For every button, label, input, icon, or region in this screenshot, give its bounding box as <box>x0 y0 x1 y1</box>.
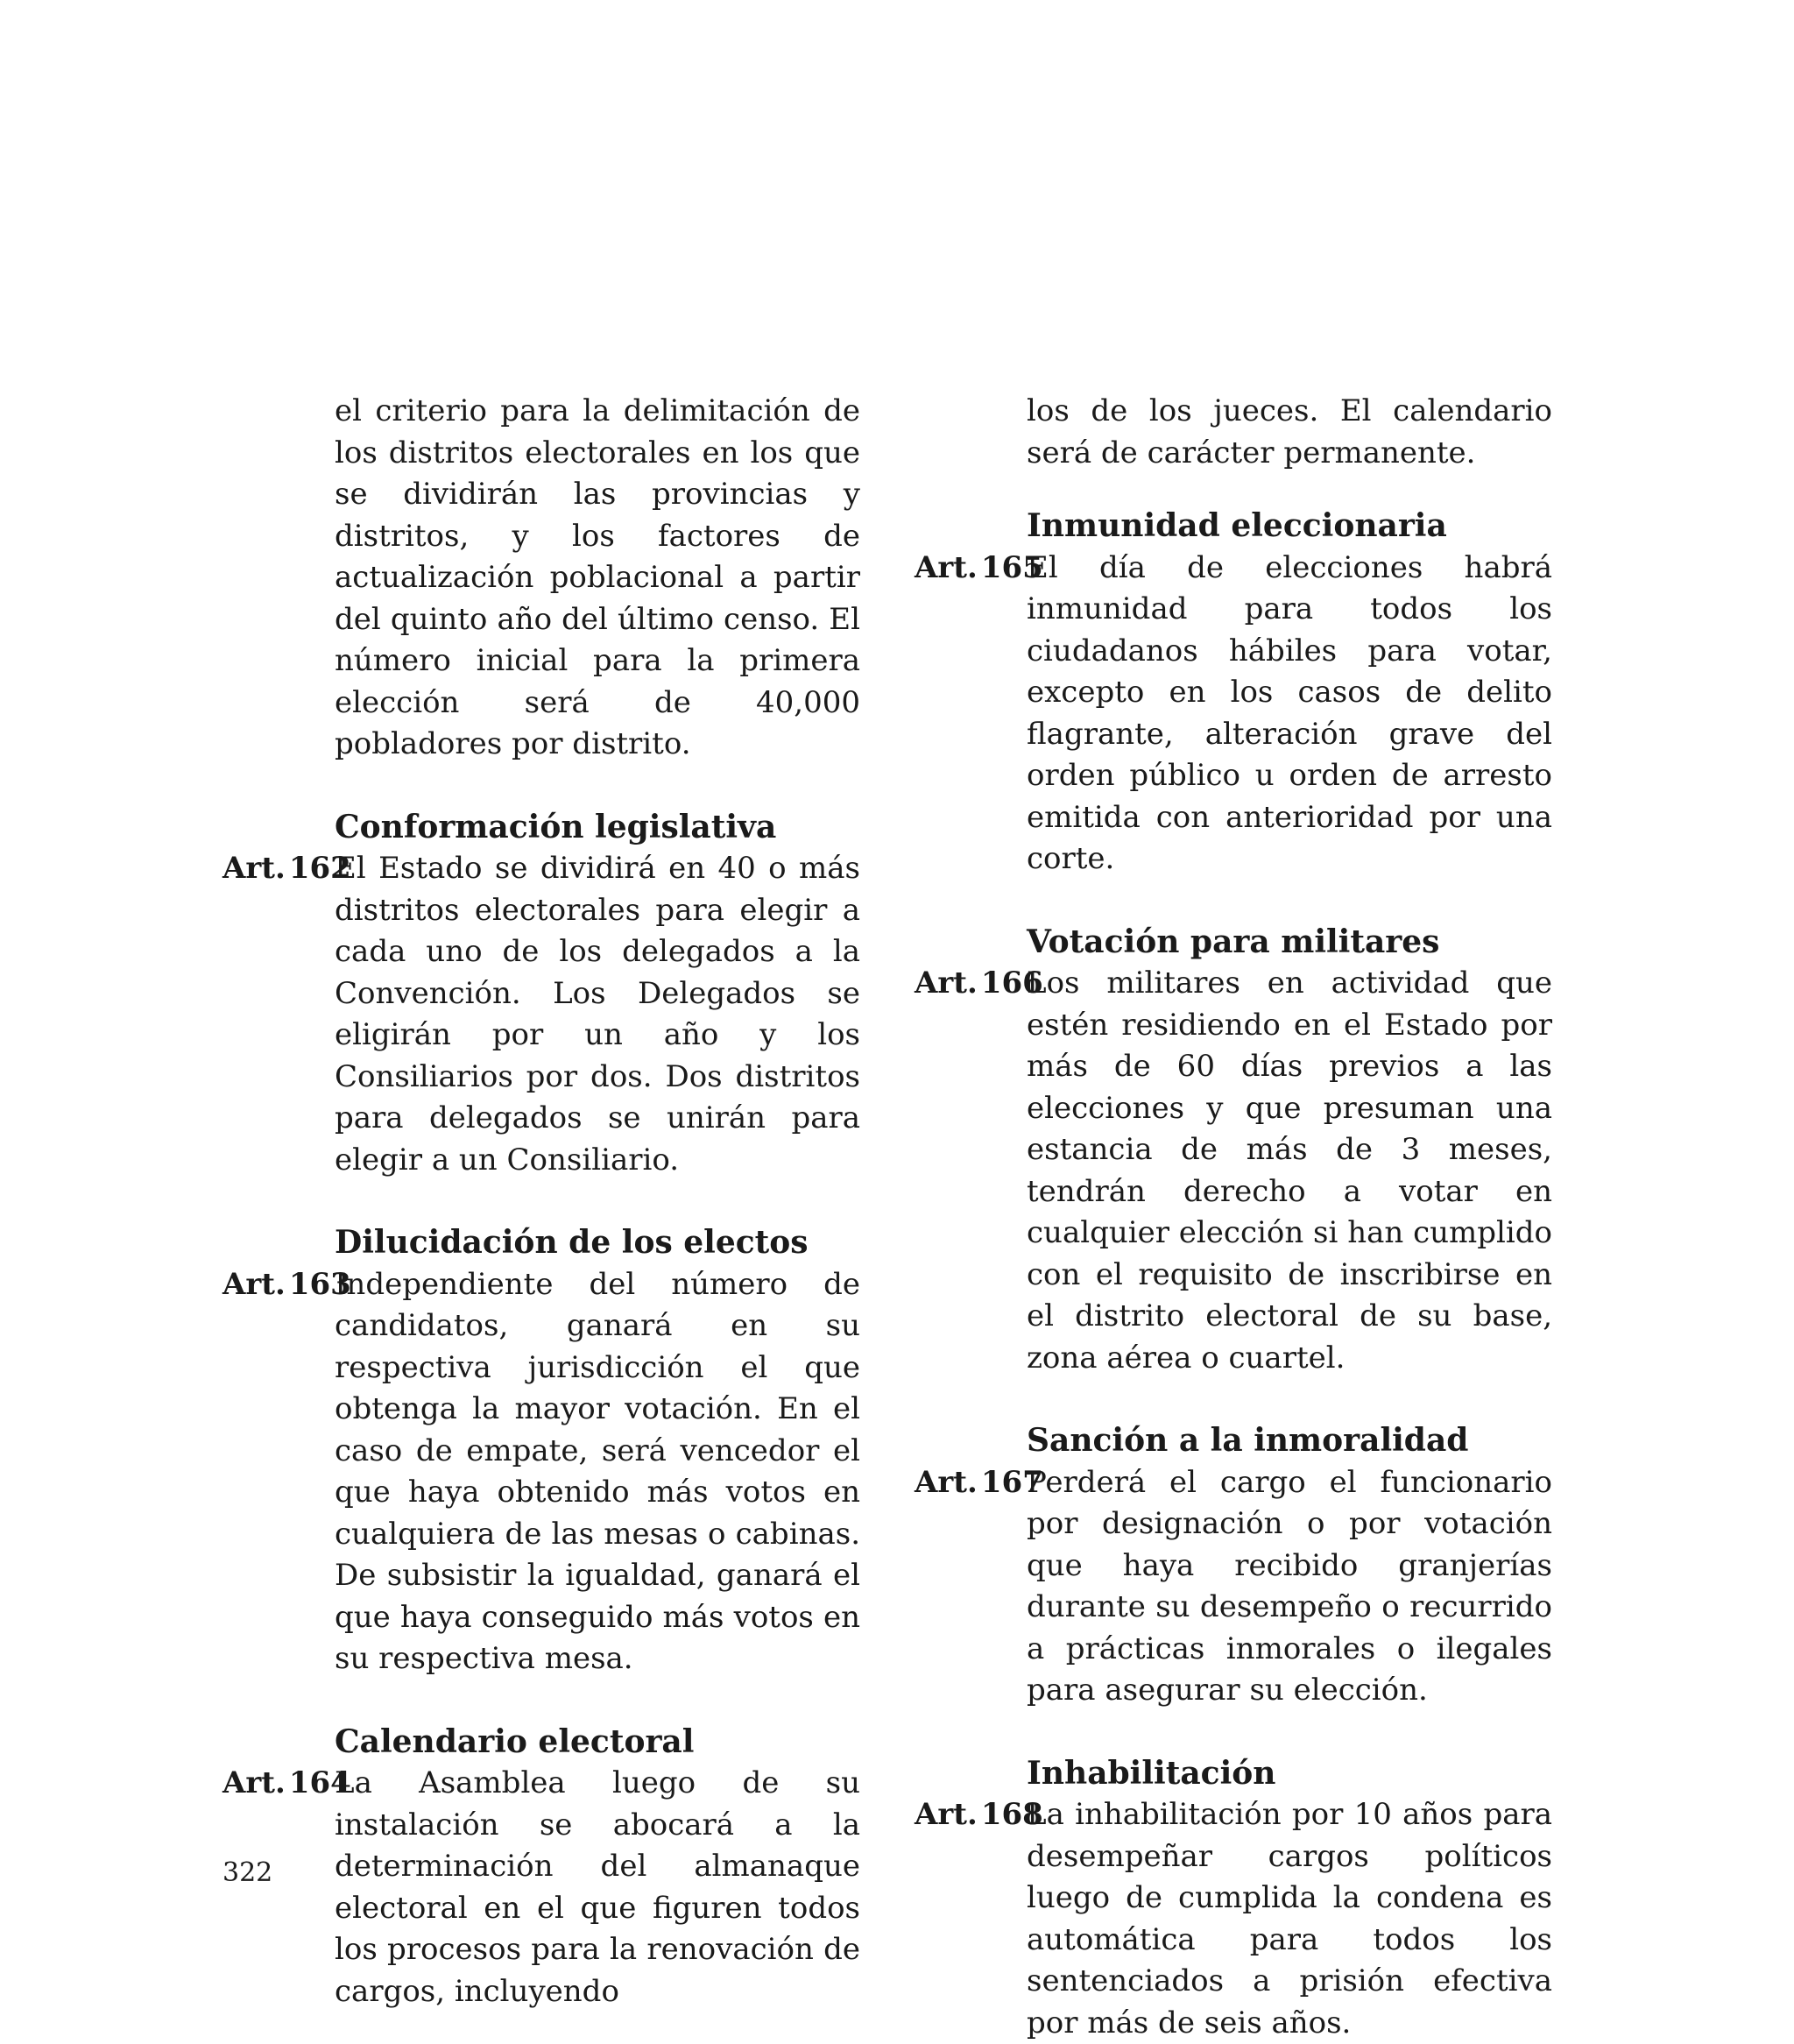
article-163 <box>222 1264 860 1680</box>
article-text: La inhabilitación por 10 años para desempeñar cargos políticos luego de cumplida la condena es automática para todos los sentenciados a prisión efectiva por más de seis años. <box>1027 1797 1552 2040</box>
article-text: Los militares en actividad que estén residiendo en el Estado por más de 60 días previos a las elecciones y que presuman una estancia de más de 3 meses, tendrán derecho a votar en cualquier elección si han cumplido con el requisito de inscribirse en el distrito electoral de su base, zona aérea o cuartel. <box>1027 965 1552 1376</box>
article-label: Art. 162 <box>222 851 351 886</box>
section-heading: Calendario electoral <box>335 1722 695 1760</box>
section-heading: Dilucidación de los electos <box>335 1224 809 1261</box>
right-column <box>915 391 1552 2044</box>
section-heading: Conformación legislativa <box>335 808 777 845</box>
continuation-paragraph: el criterio para la delimitación de los distritos electorales en los que se dividirán las provincias y distritos, y los factores de actualización poblacional a partir del quinto año del último censo. El número inicial para la primera elección será de 40,000 pobladores por distrito. <box>335 393 860 761</box>
article-label: Art. 166 <box>915 965 1043 1001</box>
article-text: El Estado se dividirá en 40 o más distritos electorales para elegir a cada uno de los delegados a la Convención. Los Delegados se eligirán por un año y los Consiliarios por dos. Dos distritos para delegados se unirán para elegir a un Consiliario. <box>335 851 860 1178</box>
section-heading: Inhabilitación <box>1027 1754 1276 1792</box>
continuation-paragraph: los de los jueces. El calendario será de carácter permanente. <box>1027 393 1552 470</box>
article-text: La Asamblea luego de su instalación se abocará a la determinación del almanaque electoral en el que figuren todos los procesos para la renovación de cargos, incluyendo <box>335 1765 860 2009</box>
section-heading: Votación para militares <box>1027 923 1440 960</box>
article-165 <box>915 548 1552 881</box>
article-label: Art. 163 <box>222 1266 351 1302</box>
section-heading: Inmunidad eleccionaria <box>1027 507 1447 544</box>
article-text: Independiente del número de candidatos, ganará en su respectiva jurisdicción el que obtenga la mayor votación. En el caso de empate, será vencedor el que haya obtenido más votos en cualquiera de las mesas o cabinas. De subsistir la igualdad, ganará el que haya conseguido más votos en su respectiva mesa. <box>335 1266 860 1676</box>
article-text: El día de elecciones habrá inmunidad para todos los ciudadanos hábiles para votar, excepto en los casos de delito flagrante, alteración grave del orden público u orden de arresto emitida con anterioridad por una corte. <box>1027 549 1552 876</box>
section-heading: Sanción a la inmoralidad <box>1027 1422 1469 1459</box>
article-167 <box>915 1462 1552 1712</box>
page-number: 322 <box>222 1857 273 1888</box>
article-label: Art. 164 <box>222 1765 351 1800</box>
article-168 <box>915 1794 1552 2044</box>
article-166 <box>915 963 1552 1379</box>
article-label: Art. 165 <box>915 549 1043 585</box>
article-162 <box>222 848 860 1181</box>
article-label: Art. 167 <box>915 1464 1043 1500</box>
article-label: Art. 168 <box>915 1797 1043 1832</box>
article-text: Perderá el cargo el funcionario por designación o por votación que haya recibido granjerías durante su desempeño o recurrido a prácticas inmorales o ilegales para asegurar su elección. <box>1027 1464 1552 1708</box>
